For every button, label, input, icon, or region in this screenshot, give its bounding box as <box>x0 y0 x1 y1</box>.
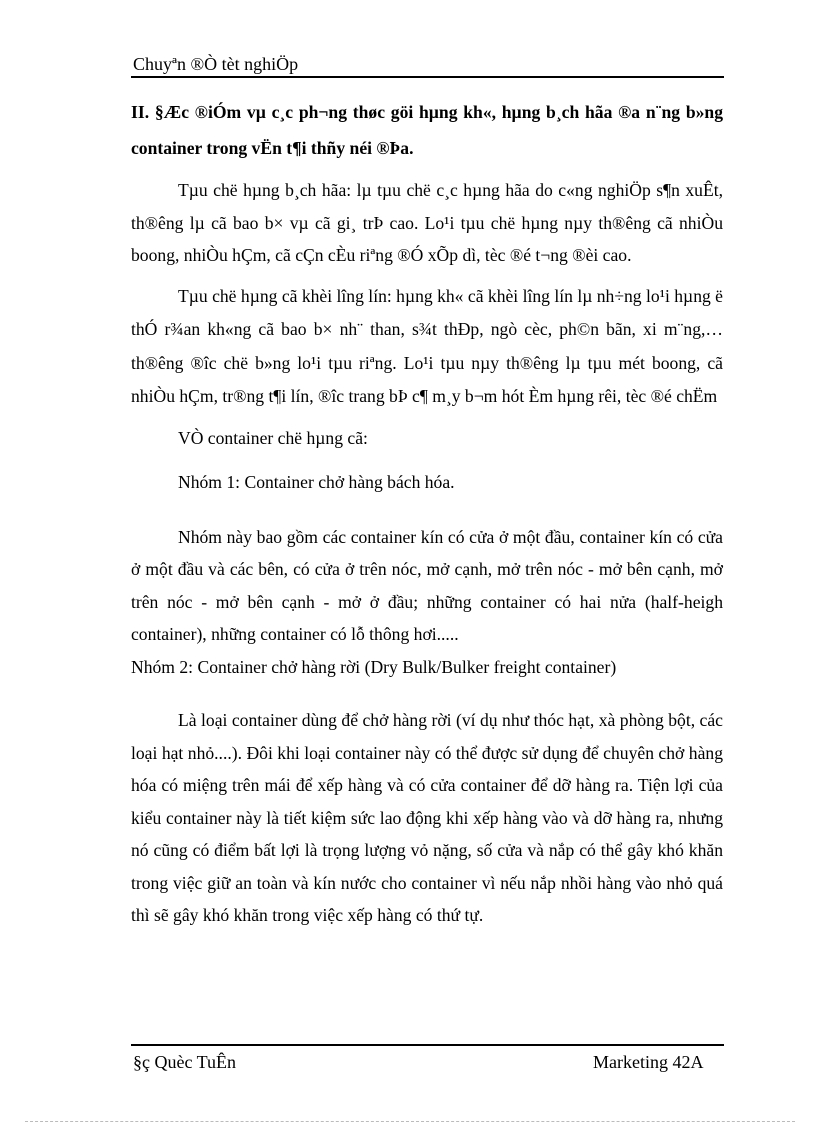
footer-divider <box>131 1044 724 1046</box>
group-2-heading: Nhóm 2: Container chở hàng rời (Dry Bulk/Bulker freight container) <box>131 656 617 677</box>
page-bottom-border <box>25 1121 795 1122</box>
paragraph-bulk-cargo-ship: Tµu chë hµng cã khèi lîng lín: hµng kh« cã khèi lîng lín lµ nh÷ng lo¹i hµng ë thÓ r¾an kh«ng cã bao b× nh¨ than, s¾t thÐp, ngò cèc, ph©n bãn, xi m¨ng,…th®êng ®îc chë b»ng lo¹i tµu riªng. Lo¹i tµu nµy th®êng lµ tµu mét boong, cã nhiÒu hÇm, tr®ng t¶i lín, ®îc trang bÞ c¶ m¸y b¬m hót Èm hµng rêi, tèc ®é chËm <box>131 285 723 406</box>
header-divider <box>131 76 724 78</box>
section-heading: II. §Æc ®iÓm vµ c¸c ph¬ng thøc göi hµng kh«, hµng b¸ch hãa ®a n¨ng b»ng container trong vËn t¶i thñy néi ®Þa. <box>131 102 723 158</box>
paragraph-group-2: Là loại container dùng để chở hàng rời (ví dụ như thóc hạt, xà phòng bột, các loại hạt nhỏ....). Đôi khi loại container này có thể được sử dụng để chuyên chở hàng hóa có miệng trên mái để xếp hàng và có cửa container để dỡ hàng ra. Tiện lợi của kiểu container này là tiết kiệm sức lao động khi xếp hàng vào và dỡ hàng ra, nhưng nó cũng có điểm bất lợi là trọng lượng vỏ nặng, số cửa và nắp có thể gây khó khăn trong việc giữ an toàn và kín nước cho container vì nếu nắp nhồi hàng vào nhỏ quá thì sẽ gây khó khăn trong việc xếp hàng có thứ tự. <box>131 710 723 925</box>
group-1-heading: Nhóm 1: Container chở hàng bách hóa. <box>178 472 455 492</box>
paragraph-group-1: Nhóm này bao gồm các container kín có cửa ở một đầu, container kín có cửa ở một đầu và các bên, có cửa ở trên nóc, mở cạnh, mở trên nóc - mở bên cạnh, mở trên nóc - mở bên cạnh - mở ở đầu; những container có hai nửa (half-heigh container), những container có lỗ thông hơi..... <box>131 526 723 644</box>
paragraph-container-intro: VÒ container chë hµng cã: <box>178 427 368 448</box>
footer-author: §ç Quèc TuÊn <box>133 1052 236 1072</box>
footer-class-name: Marketing 42A <box>593 1052 704 1072</box>
page-header-title: Chuyªn ®Ò tèt nghiÖp <box>133 54 299 74</box>
paragraph-general-cargo-ship: Tµu chë hµng b¸ch hãa: lµ tµu chë c¸c hµng hãa do c«ng nghiÖp s¶n xuÊt, th®êng lµ cã bao b× vµ cã gi¸ trÞ cao. Lo¹i tµu chë hµng nµy th®êng cã nhiÒu boong, nhiÒu hÇm, cã cÇn cÈu riªng ®Ó xÕp dì, tèc ®é t¬ng ®èi cao. <box>131 180 723 265</box>
document-body <box>131 94 723 932</box>
